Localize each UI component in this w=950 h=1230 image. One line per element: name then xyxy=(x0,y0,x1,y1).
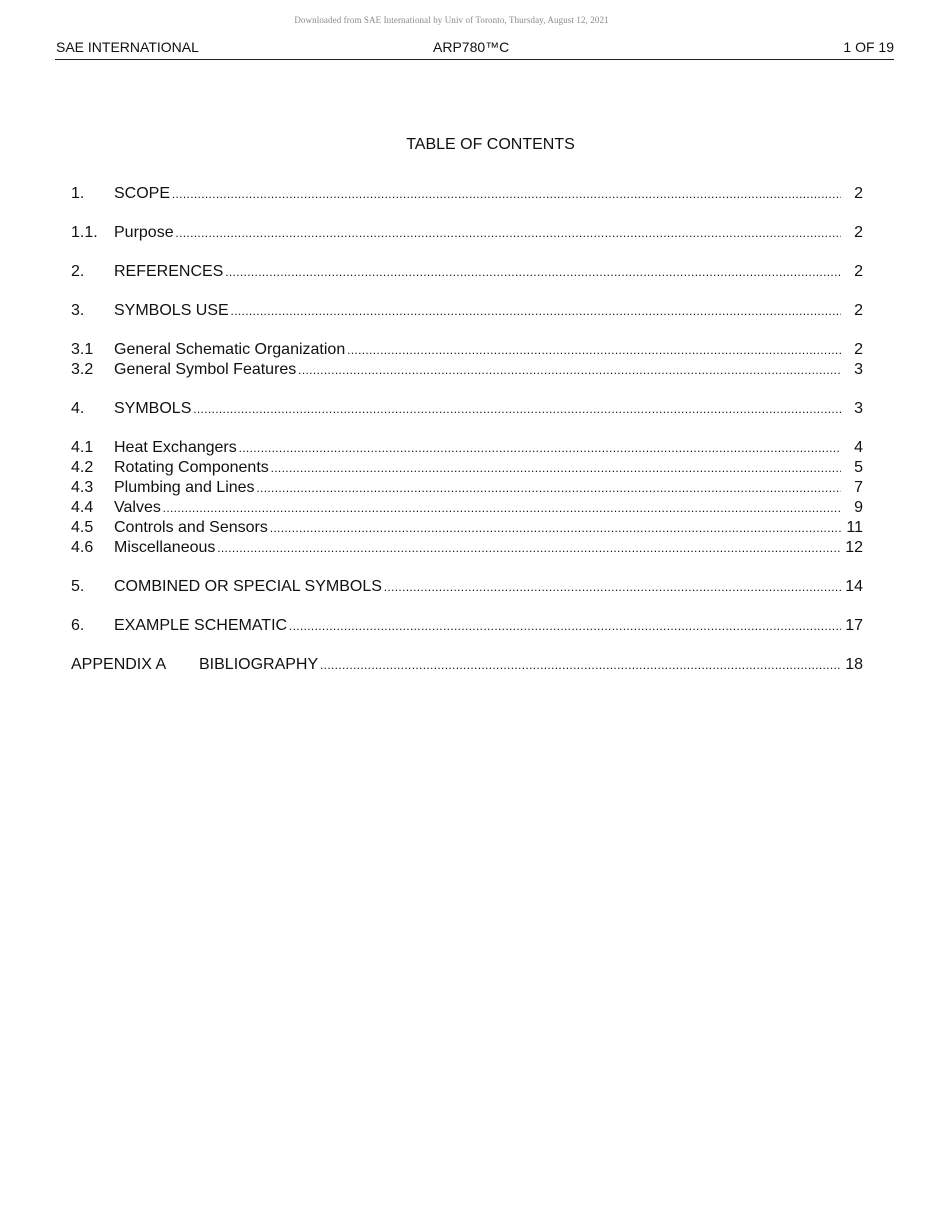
toc-entry-number: APPENDIX A xyxy=(71,656,167,673)
toc-entry[interactable] xyxy=(71,399,863,419)
toc-entry[interactable] xyxy=(71,478,863,498)
toc-entry-page: 2 xyxy=(841,262,863,282)
toc-entry-label: Valves xyxy=(114,499,161,516)
toc-entry-page: 11 xyxy=(841,518,863,538)
toc-entry-page: 2 xyxy=(841,184,863,204)
toc-entry-number: 4.6 xyxy=(71,539,94,556)
toc-entry-page: 12 xyxy=(841,538,863,558)
toc-entry[interactable] xyxy=(71,301,863,321)
page-number: 1 OF 19 xyxy=(843,39,894,55)
toc-entry-number: 6. xyxy=(71,617,85,634)
toc-entry-label: SCOPE xyxy=(114,185,171,202)
toc-entry-label: Heat Exchangers xyxy=(114,439,237,456)
toc-entry[interactable] xyxy=(71,438,863,458)
toc-entry-page: 4 xyxy=(841,438,863,458)
toc-entry-label: COMBINED OR SPECIAL SYMBOLS xyxy=(114,578,382,595)
toc-entry-page: 2 xyxy=(841,223,863,243)
toc-entry-label: General Symbol Features xyxy=(114,361,297,378)
toc-entry[interactable] xyxy=(71,458,863,478)
toc-entry[interactable] xyxy=(71,262,863,282)
toc-entry[interactable] xyxy=(71,498,863,518)
toc-entry-page: 2 xyxy=(841,340,863,360)
toc-entry-number: 4.4 xyxy=(71,499,94,516)
toc-entry-label: EXAMPLE SCHEMATIC xyxy=(114,617,288,634)
toc-entry-page: 3 xyxy=(841,360,863,380)
toc-entry-page: 2 xyxy=(841,301,863,321)
toc-entry[interactable] xyxy=(71,340,863,360)
toc-entry-number: 4.2 xyxy=(71,459,94,476)
toc-entry-label: REFERENCES xyxy=(114,263,224,280)
download-watermark: Downloaded from SAE International by Univ of Toronto, Thursday, August 12, 2021 xyxy=(294,15,609,25)
toc-entry[interactable] xyxy=(71,577,863,597)
toc-entry-label: Controls and Sensors xyxy=(114,519,268,536)
toc-entry-label: BIBLIOGRAPHY xyxy=(199,656,319,673)
toc-entry[interactable] xyxy=(71,360,863,380)
toc-entry-label: Plumbing and Lines xyxy=(114,479,255,496)
toc-entry-page: 5 xyxy=(841,458,863,478)
toc-entry-page: 18 xyxy=(841,655,863,675)
document-number: ARP780™C xyxy=(433,39,510,55)
toc-entry-number: 1.1. xyxy=(71,224,98,241)
toc-entry[interactable] xyxy=(71,223,863,243)
toc-entry-page: 17 xyxy=(841,616,863,636)
toc-entry-number: 3.1 xyxy=(71,341,94,358)
toc-entry-label: Miscellaneous xyxy=(114,539,216,556)
toc-entry-label: General Schematic Organization xyxy=(114,341,346,358)
toc-title: TABLE OF CONTENTS xyxy=(406,136,575,153)
page-header xyxy=(55,38,894,60)
toc-entry-number: 4.3 xyxy=(71,479,94,496)
toc-entry-number: 1. xyxy=(71,185,85,202)
toc-entry-number: 5. xyxy=(71,578,85,595)
toc-entry-number: 2. xyxy=(71,263,85,280)
toc-entry-number: 3. xyxy=(71,302,85,319)
toc-entry[interactable] xyxy=(71,518,863,538)
toc-entry-number: 4.1 xyxy=(71,439,94,456)
toc-entry-number: 4. xyxy=(71,400,85,417)
toc-entry[interactable] xyxy=(71,184,863,204)
toc-entry-label: Purpose xyxy=(114,224,174,241)
toc-entry-page: 14 xyxy=(841,577,863,597)
publisher-name: SAE INTERNATIONAL xyxy=(56,39,199,55)
toc-entry-label: Rotating Components xyxy=(114,459,269,476)
toc-entry-page: 7 xyxy=(841,478,863,498)
toc-entry-page: 9 xyxy=(841,498,863,518)
table-of-contents xyxy=(71,184,863,675)
toc-entry-label: SYMBOLS xyxy=(114,400,192,417)
toc-entry-page: 3 xyxy=(841,399,863,419)
toc-entry[interactable] xyxy=(71,616,863,636)
toc-entry[interactable] xyxy=(71,538,863,558)
toc-entry-number: 4.5 xyxy=(71,519,94,536)
toc-entry[interactable] xyxy=(71,655,863,675)
toc-entry-number: 3.2 xyxy=(71,361,94,378)
toc-entry-label: SYMBOLS USE xyxy=(114,302,229,319)
